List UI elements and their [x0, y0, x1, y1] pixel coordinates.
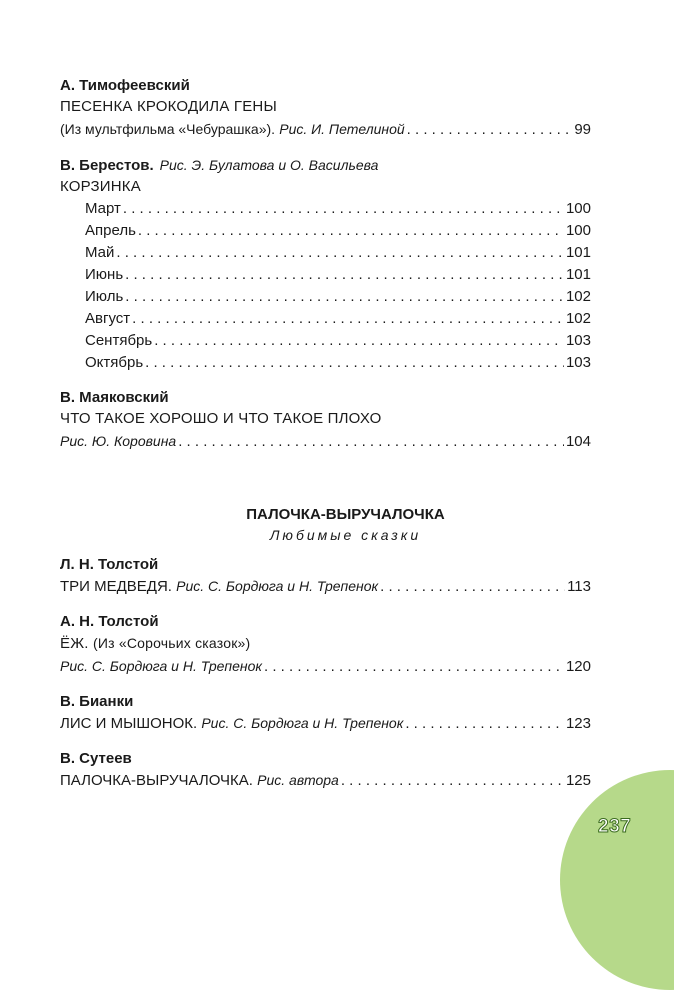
leader-dots: [125, 264, 564, 286]
toc-line-april[interactable]: [85, 220, 591, 242]
leader-dots: [123, 198, 564, 220]
page-ref: 104: [565, 433, 591, 450]
month-label: Июнь: [85, 266, 124, 283]
author: В. Маяковский: [60, 389, 169, 406]
work-title: ТРИ МЕДВЕДЯ.: [60, 578, 172, 595]
toc-line[interactable]: [60, 430, 591, 453]
illustrator: Рис. автора: [257, 772, 339, 788]
leader-dots: [178, 431, 564, 453]
illustrator: Рис. Ю. Коровина: [60, 433, 177, 449]
toc-entry-timofeevsky: [60, 76, 591, 141]
leader-dots: [154, 330, 564, 352]
page-ref: 123: [565, 715, 591, 732]
leader-dots: [125, 286, 564, 308]
leader-dots: [407, 119, 573, 141]
leader-dots: [341, 770, 564, 792]
toc-line-july[interactable]: [85, 286, 591, 308]
toc-entry-berestov: [60, 155, 591, 374]
toc-entry-bianki: [60, 692, 591, 735]
author: А. Тимофеевский: [60, 77, 190, 94]
toc-line[interactable]: [60, 118, 591, 141]
leader-dots: [116, 242, 564, 264]
page-ref: 103: [565, 354, 591, 371]
month-label: Апрель: [85, 222, 136, 239]
page-ref: 102: [565, 288, 591, 305]
month-label: Июль: [85, 288, 124, 305]
page-ref: 120: [565, 658, 591, 675]
illustrator: Рис. С. Бордюга и Н. Трепенок: [176, 578, 379, 594]
author: В. Сутеев: [60, 750, 132, 767]
page-ref: 101: [565, 266, 591, 283]
month-label: Октябрь: [85, 354, 144, 371]
author-name: В. Берестов.: [60, 157, 154, 174]
work-title: ЛИС И МЫШОНОК.: [60, 715, 198, 732]
month-list: [60, 198, 591, 374]
page-number: 237: [598, 816, 632, 837]
leader-dots: [138, 220, 564, 242]
page-ref: 103: [565, 332, 591, 349]
toc-line-august[interactable]: [85, 308, 591, 330]
work-title: КОРЗИНКА: [60, 178, 141, 195]
page-ref: 125: [565, 772, 591, 789]
section-title: ПАЛОЧКА-ВЫРУЧАЛОЧКА: [246, 506, 445, 523]
author: Л. Н. Толстой: [60, 556, 159, 573]
work-title: ПАЛОЧКА-ВЫРУЧАЛОЧКА.: [60, 772, 253, 789]
illustrator: Рис. Э. Булатова и О. Васильева: [159, 157, 379, 173]
toc-entry-l-tolstoy: [60, 555, 591, 598]
work-title: ЧТО ТАКОЕ ХОРОШО И ЧТО ТАКОЕ ПЛОХО: [60, 410, 382, 427]
leader-dots: [264, 656, 564, 678]
toc-line-may[interactable]: [85, 242, 591, 264]
page-ref: 113: [567, 578, 591, 595]
leader-dots: [405, 713, 564, 735]
work-title: ЁЖ.: [60, 635, 89, 652]
author: В. Бианки: [60, 693, 134, 710]
source-note: (Из «Сорочьих сказок»): [93, 635, 251, 651]
source-note: (Из мультфильма «Чебурашка»).: [60, 121, 276, 137]
page-ref: 99: [574, 121, 591, 138]
leader-dots: [132, 308, 564, 330]
illustrator: Рис. И. Петелиной: [279, 121, 405, 137]
page-ref: 101: [565, 244, 591, 261]
toc-entry-a-tolstoy: [60, 612, 591, 678]
work-title: ПЕСЕНКА КРОКОДИЛА ГЕНЫ: [60, 98, 277, 115]
toc-line-june[interactable]: [85, 264, 591, 286]
toc-line[interactable]: [60, 655, 591, 678]
month-label: Май: [85, 244, 115, 261]
illustrator: Рис. С. Бордюга и Н. Трепенок: [201, 715, 404, 731]
toc-line-september[interactable]: [85, 330, 591, 352]
toc-line[interactable]: [60, 575, 591, 598]
author: А. Н. Толстой: [60, 613, 159, 630]
author: [60, 155, 591, 176]
month-label: Август: [85, 310, 131, 327]
toc-line-march[interactable]: [85, 198, 591, 220]
toc-line-october[interactable]: [85, 352, 591, 374]
leader-dots: [380, 576, 565, 598]
page-ref: 100: [565, 200, 591, 217]
illustrator: Рис. С. Бордюга и Н. Трепенок: [60, 658, 262, 674]
toc-entry-suteev: [60, 749, 591, 792]
month-label: Март: [85, 200, 121, 217]
leader-dots: [145, 352, 564, 374]
table-of-contents: [60, 76, 591, 800]
toc-line[interactable]: [60, 769, 591, 792]
month-label: Сентябрь: [85, 332, 153, 349]
work-title-line: [60, 632, 591, 655]
page-number-badge: [560, 770, 674, 990]
page-ref: 102: [565, 310, 591, 327]
section-subtitle: Любимые сказки: [269, 527, 422, 543]
toc-entry-mayakovsky: [60, 388, 591, 453]
toc-line[interactable]: [60, 712, 591, 735]
page-ref: 100: [565, 222, 591, 239]
